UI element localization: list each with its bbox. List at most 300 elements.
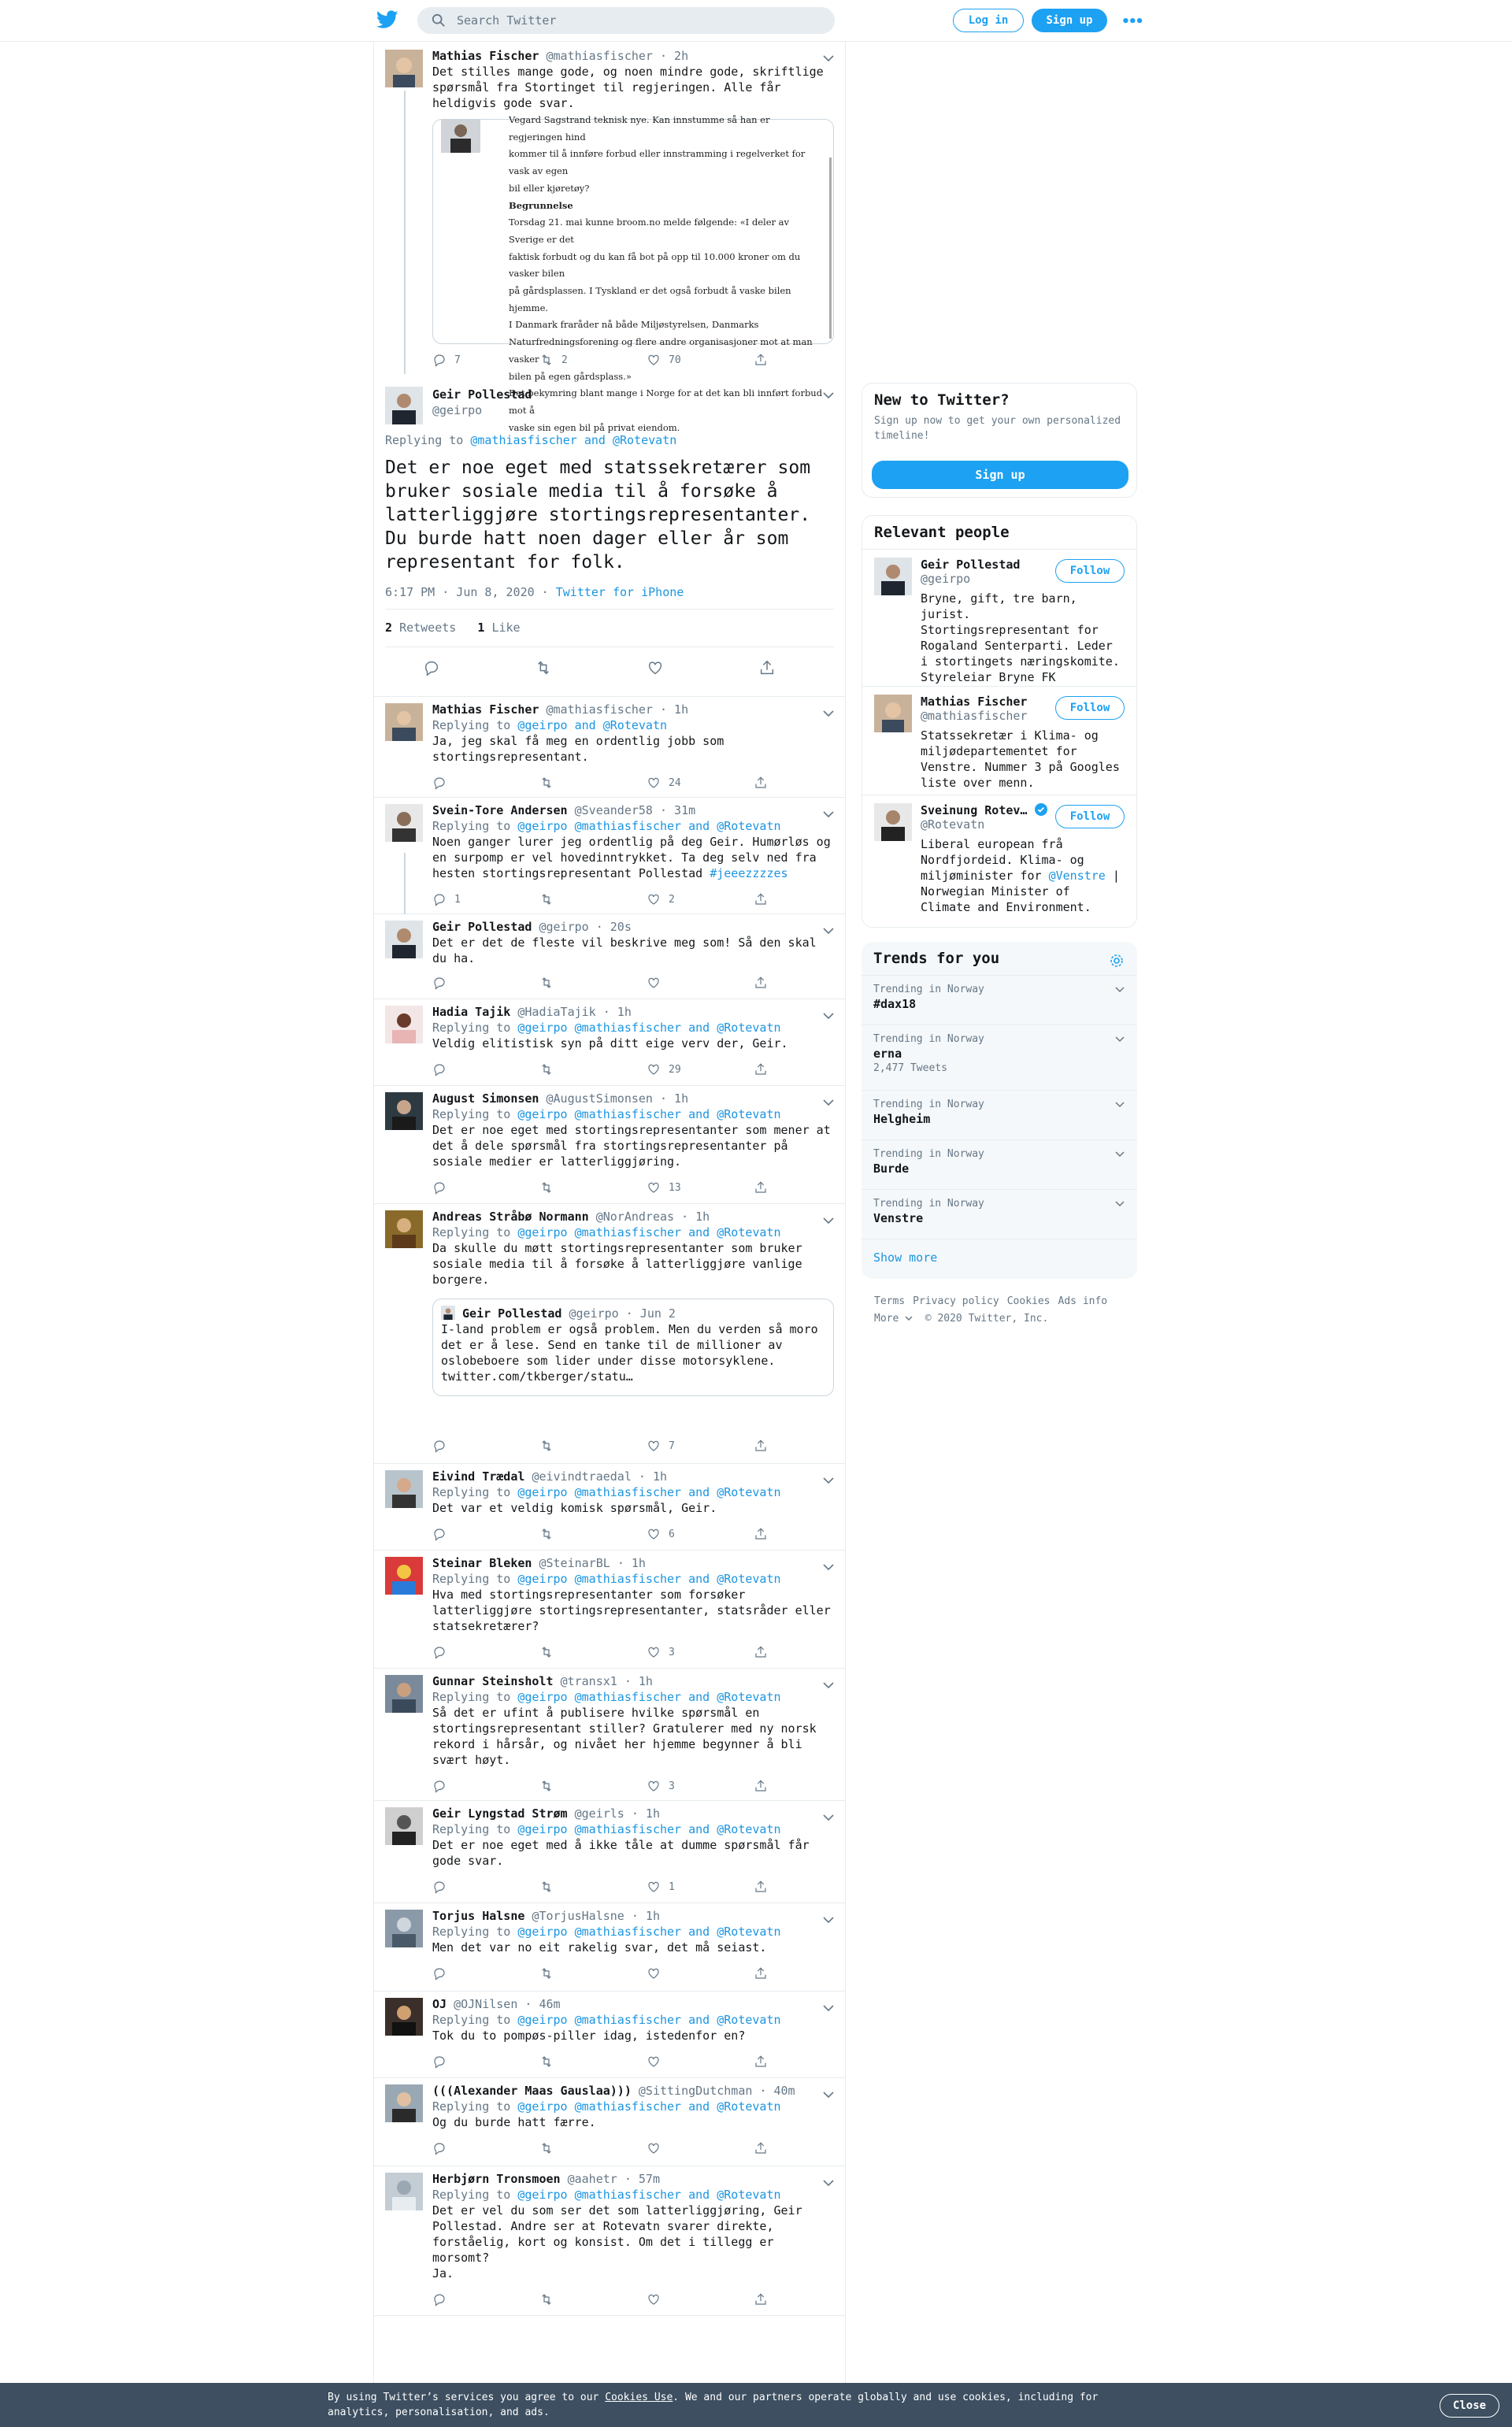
share-icon	[754, 2141, 768, 2155]
reply-icon	[432, 1439, 447, 1453]
reply-tweet[interactable]	[374, 1464, 845, 1551]
share-icon	[754, 2055, 768, 2069]
retweet-button[interactable]	[539, 1880, 561, 1894]
reply-button[interactable]	[432, 2141, 454, 2155]
cookie-close-button[interactable]: Close	[1440, 2394, 1499, 2418]
cookie-text: By using Twitter’s services you agree to our Cookies Use. We and our partners operate globally and use cookies, including for analytics, personalisation, and ads.	[328, 2392, 1099, 2418]
avatar[interactable]	[385, 50, 423, 87]
person-card[interactable]	[862, 795, 1136, 921]
reply-button[interactable]	[432, 1966, 454, 1981]
reply-button[interactable]: 1	[432, 892, 461, 906]
timeline-column	[373, 42, 846, 2427]
share-button[interactable]	[754, 2292, 776, 2307]
quoted-tweet[interactable]	[432, 1299, 834, 1396]
tweet-time[interactable]: · 57m	[624, 2172, 660, 2186]
footer-more-link[interactable]: More	[874, 1313, 913, 1325]
retweet-button[interactable]	[539, 1527, 561, 1541]
tweet-time[interactable]: · 1h	[624, 1674, 653, 1688]
chevron-down-icon[interactable]	[1115, 1102, 1125, 1108]
document-line: Torsdag 21. mai kunne broom.no melde følgende: «I deler av Sverige er det	[509, 217, 790, 245]
tweet-text: Det er noe eget med å ikke tåle at dumme spørsmål får gode svar.	[432, 1838, 817, 1868]
hashtag-link[interactable]: #jeeezzzzes	[710, 866, 788, 880]
retweet-button[interactable]	[539, 892, 561, 906]
avatar[interactable]	[385, 1557, 423, 1595]
reply-button[interactable]	[432, 2055, 454, 2069]
tweet-actions	[432, 976, 763, 990]
tweet-actions	[432, 1062, 763, 1076]
footer-link[interactable]: Ads info	[1058, 1295, 1108, 1307]
share-icon	[754, 776, 768, 790]
reply-tweet[interactable]	[374, 1086, 845, 1204]
replying-to-link[interactable]: @geirpo @mathiasfischer and @Rotevatn	[517, 1107, 781, 1121]
trend-category: Trending in Norway	[873, 1099, 984, 1110]
retweets-stat[interactable]: 2 Retweets	[385, 621, 457, 635]
avatar[interactable]	[385, 2173, 423, 2210]
author-name[interactable]: Mathias Fischer	[432, 702, 539, 717]
chevron-down-icon[interactable]	[1115, 1151, 1125, 1158]
like-button[interactable]: 2	[647, 892, 675, 906]
retweet-button[interactable]	[539, 1779, 561, 1793]
login-button[interactable]: Log in	[953, 9, 1024, 32]
replying-to: Replying to @geirpo @mathiasfischer and @Rotevatn	[432, 819, 781, 833]
trend-item[interactable]	[862, 1140, 1137, 1190]
author-handle[interactable]: @geirpo	[432, 403, 483, 417]
like-button[interactable]	[647, 2292, 669, 2307]
tweet-time[interactable]: · 1h	[638, 1469, 668, 1484]
reply-button[interactable]	[432, 1527, 454, 1541]
author-handle[interactable]: @OJNilsen	[454, 1997, 518, 2011]
author-handle[interactable]: @aahetr	[567, 2172, 617, 2186]
heart-icon	[647, 1880, 661, 1894]
reply-icon	[432, 1527, 447, 1541]
reply-icon	[432, 776, 447, 790]
tweet-actions	[432, 1180, 763, 1195]
replying-to-link[interactable]: @geirpo @mathiasfischer and @Rotevatn	[517, 1690, 781, 1704]
tweet-time[interactable]: · 1h	[681, 1210, 710, 1224]
tweet-actions	[432, 1439, 763, 1453]
reply-icon	[432, 976, 447, 990]
footer-link[interactable]: Terms	[874, 1295, 906, 1307]
person-card[interactable]	[862, 550, 1136, 687]
tweet-time[interactable]: · 1h	[602, 1005, 632, 1019]
avatar[interactable]	[385, 1092, 423, 1130]
chevron-down-icon[interactable]	[1115, 1036, 1125, 1043]
sidebar-signup-button[interactable]: Sign up	[872, 461, 1128, 489]
author-name[interactable]: Herbjørn Tronsmoen	[432, 2172, 561, 2186]
trend-item[interactable]	[862, 1190, 1137, 1239]
author-name[interactable]: Geir Pollestad	[462, 1306, 562, 1321]
top-bar	[0, 0, 1512, 42]
retweet-button[interactable]	[539, 1439, 561, 1453]
search-placeholder: Search Twitter	[457, 13, 557, 28]
share-button[interactable]	[754, 1645, 776, 1659]
avatar[interactable]	[385, 1910, 423, 1947]
tweet-time[interactable]: · Jun 2	[625, 1306, 676, 1321]
share-button[interactable]	[754, 353, 776, 367]
reply-tweet[interactable]	[374, 697, 845, 798]
follow-button[interactable]: Follow	[1055, 559, 1125, 583]
person-handle[interactable]: @mathiasfischer	[921, 709, 1028, 723]
retweet-button[interactable]	[539, 1062, 561, 1076]
replying-to: Replying to @geirpo @mathiasfischer and @Rotevatn	[432, 1822, 781, 1836]
tweet-actions	[432, 353, 763, 367]
reply-icon	[432, 1062, 447, 1076]
replying-to-link[interactable]: @geirpo @mathiasfischer and @Rotevatn	[517, 1225, 781, 1239]
share-button[interactable]	[754, 892, 776, 906]
replying-to-link[interactable]: @geirpo @mathiasfischer and @Rotevatn	[517, 1822, 781, 1836]
show-more-link[interactable]: Show more	[873, 1251, 938, 1265]
share-icon	[754, 892, 768, 906]
trends-list	[862, 976, 1137, 1239]
reply-button[interactable]	[432, 2292, 454, 2307]
author-handle[interactable]: @mathiasfischer	[546, 702, 653, 717]
reply-button[interactable]	[432, 1645, 454, 1659]
like-button[interactable]: 7	[647, 1439, 675, 1453]
reply-icon	[432, 353, 447, 367]
retweet-icon	[539, 2141, 554, 2155]
author-name[interactable]: Torjus Halsne	[432, 1909, 525, 1923]
retweet-button[interactable]	[539, 2055, 561, 2069]
reply-tweet[interactable]	[374, 1801, 845, 1903]
replying-to-link[interactable]: @geirpo and @Rotevatn	[517, 718, 668, 732]
tweet-text: Ja, jeg skal få meg en ordentlig jobb som stortingsrepresentant.	[432, 734, 732, 764]
author-name[interactable]: Gunnar Steinsholt	[432, 1674, 554, 1688]
retweet-icon	[539, 1779, 554, 1793]
share-icon	[754, 1779, 768, 1793]
tweet-actions	[432, 1779, 763, 1793]
reply-tweet[interactable]	[374, 2166, 845, 2316]
tweet-time[interactable]: · 20s	[595, 920, 632, 934]
replying-to-link[interactable]: @geirpo @mathiasfischer and @Rotevatn	[517, 819, 781, 833]
person-handle[interactable]: @Rotevatn	[921, 817, 985, 832]
retweet-button[interactable]	[539, 2292, 561, 2307]
like-button[interactable]: 3	[647, 1779, 675, 1793]
author-handle[interactable]: @AugustSimonsen	[546, 1091, 653, 1106]
like-button[interactable]: 1	[647, 1880, 675, 1894]
reply-icon	[432, 1180, 447, 1195]
heart-icon	[647, 1439, 661, 1453]
follow-button[interactable]: Follow	[1055, 696, 1125, 720]
footer-link[interactable]: Privacy policy	[913, 1295, 999, 1307]
replying-to: Replying to @geirpo and @Rotevatn	[432, 718, 668, 732]
like-button[interactable]	[647, 2141, 669, 2155]
reply-tweet[interactable]	[374, 914, 845, 999]
document-photo	[441, 120, 480, 153]
chevron-down-icon[interactable]	[1115, 1201, 1125, 1207]
share-icon	[754, 1966, 768, 1981]
avatar[interactable]	[874, 695, 912, 732]
like-button[interactable]: 70	[647, 353, 681, 367]
trend-count: 2,477 Tweets	[873, 1062, 947, 1074]
heart-icon	[647, 776, 661, 790]
chevron-down-icon[interactable]	[823, 391, 834, 399]
share-button[interactable]	[754, 2055, 776, 2069]
avatar[interactable]	[874, 803, 912, 841]
replying-to: Replying to @geirpo @mathiasfischer and @Rotevatn	[432, 2013, 781, 2027]
replying-to-link[interactable]: @geirpo @mathiasfischer and @Rotevatn	[517, 2013, 781, 2027]
share-icon[interactable]	[758, 659, 776, 676]
share-icon	[754, 1527, 768, 1541]
tweet-time[interactable]: · 1h	[631, 1806, 660, 1821]
author-handle[interactable]: @SittingDutchman	[638, 2084, 753, 2098]
heart-icon	[647, 976, 661, 990]
author-name[interactable]: Hadia Tajik	[432, 1005, 511, 1019]
share-button[interactable]	[754, 1966, 776, 1981]
thread-line	[404, 853, 406, 914]
retweet-icon	[539, 1645, 554, 1659]
like-button[interactable]: 13	[647, 1180, 681, 1195]
document-line: bilen på egen gårdsplass.»	[509, 370, 632, 382]
trend-category: Trending in Norway	[873, 984, 984, 995]
reply-tweet[interactable]	[374, 1669, 845, 1801]
like-button[interactable]	[647, 1966, 669, 1981]
share-button[interactable]	[754, 1880, 776, 1894]
retweet-icon	[539, 2055, 554, 2069]
person-name[interactable]: Geir Pollestad	[921, 558, 1021, 572]
trend-category: Trending in Norway	[873, 1148, 984, 1160]
author-name[interactable]: Geir Lyngstad Strøm	[432, 1806, 568, 1821]
person-card[interactable]	[862, 687, 1136, 795]
reply-button[interactable]	[432, 1880, 454, 1894]
retweet-button[interactable]	[539, 1180, 561, 1195]
heart-icon[interactable]	[647, 659, 664, 676]
person-bio: Bryne, gift, tre barn, jurist. Stortingsrepresentant for Rogaland Senterparti. Leder i stortingets næringskomite. Styreleiar Bryne FK	[921, 591, 1120, 684]
author-handle[interactable]: @mathiasfischer	[546, 49, 653, 63]
document-line: kommer til å innføre forbud eller innstramming i regelverket for vask av egen	[509, 148, 806, 177]
footer-link[interactable]: Cookies	[1006, 1295, 1051, 1307]
reply-icon	[432, 1966, 447, 1981]
author-name[interactable]: Geir Pollestad	[432, 920, 532, 934]
person-handle[interactable]: @geirpo	[921, 572, 971, 586]
reply-icon[interactable]	[423, 659, 440, 676]
more-menu-icon[interactable]: •••	[1121, 13, 1143, 30]
replying-to: Replying to @geirpo @mathiasfischer and @Rotevatn	[432, 1225, 781, 1239]
author-name[interactable]: Eivind Trædal	[432, 1469, 525, 1484]
trend-name: erna	[873, 1047, 902, 1061]
replying-to-link[interactable]: @mathiasfischer and @Rotevatn	[470, 433, 677, 447]
replying-to-link[interactable]: @geirpo @mathiasfischer and @Rotevatn	[517, 1572, 781, 1586]
document-line: I Danmark fraråder nå både Miljøstyrelsen, Danmarks	[509, 319, 759, 331]
avatar[interactable]	[385, 1807, 423, 1845]
panel-text: Sign up now to get your own personalized timeline!	[874, 415, 1121, 442]
person-bio: Liberal european frå Nordfjordeid. Klima- og miljøminister for @Venstre | Norwegian Minister of Climate and Environment.	[921, 837, 1120, 914]
like-button[interactable]	[647, 2055, 669, 2069]
reply-button[interactable]	[432, 1062, 454, 1076]
reply-tweet[interactable]	[374, 1903, 845, 1992]
author-name[interactable]: Geir Pollestad	[432, 387, 532, 402]
retweet-icon	[539, 1180, 554, 1195]
relevant-people-panel	[862, 515, 1137, 928]
trend-item[interactable]	[862, 1025, 1137, 1091]
bio-link[interactable]: @Venstre	[1048, 869, 1106, 883]
search-input[interactable]	[417, 7, 835, 34]
share-button[interactable]	[754, 1439, 776, 1453]
author-handle[interactable]: @transx1	[560, 1674, 617, 1688]
likes-stat[interactable]: 1 Like	[477, 621, 521, 635]
tweet-time[interactable]: · 40m	[759, 2084, 795, 2098]
tweet-time[interactable]: · 46m	[524, 1997, 561, 2011]
tweet-text: Så det er ufint å publisere hvilke spørsmål en stortingsrepresentant stiller? Gratulerer med ny norsk rekord i hårsår, og nivået her hjemme begynner å bli svært høyt.	[432, 1706, 824, 1767]
tweet-time[interactable]: · 1h	[631, 1909, 660, 1923]
reply-tweet[interactable]	[374, 999, 845, 1086]
author-handle[interactable]: @geirls	[574, 1806, 624, 1821]
tweet-actions	[432, 1966, 763, 1981]
author-handle[interactable]: @eivindtraedal	[532, 1469, 632, 1484]
focused-tweet	[374, 380, 845, 697]
retweet-icon	[539, 892, 554, 906]
author-handle[interactable]: @NorAndreas	[595, 1210, 675, 1224]
avatar[interactable]	[385, 1210, 423, 1248]
heart-icon	[647, 1645, 661, 1659]
person-name[interactable]: Mathias Fischer	[921, 695, 1028, 709]
author-name[interactable]: August Simonsen	[432, 1091, 539, 1106]
avatar[interactable]	[385, 2084, 423, 2122]
twitter-logo-icon[interactable]	[376, 10, 398, 29]
tweet-actions	[432, 1645, 763, 1659]
retweet-button[interactable]: 2	[539, 353, 568, 367]
focused-tweet-actions	[374, 656, 845, 680]
like-button[interactable]: 24	[647, 776, 681, 790]
avatar[interactable]	[385, 387, 423, 424]
reply-icon	[432, 2141, 447, 2155]
tweet-time[interactable]: · 1h	[617, 1556, 646, 1570]
avatar[interactable]	[385, 1675, 423, 1713]
reply-tweet[interactable]	[374, 2078, 845, 2166]
replying-to-link[interactable]: @geirpo @mathiasfischer and @Rotevatn	[517, 1021, 781, 1035]
like-button[interactable]	[647, 976, 669, 990]
share-button[interactable]	[754, 1527, 776, 1541]
trend-item[interactable]	[862, 976, 1137, 1025]
tweet-text: Og du burde hatt færre.	[432, 2115, 596, 2129]
reply-tweet[interactable]	[374, 1204, 845, 1464]
document-line: Vegard Sagstrand teknisk nye. Kan innstumme så han er regjeringen hind	[509, 114, 770, 143]
share-icon	[754, 353, 768, 367]
signup-button[interactable]: Sign up	[1032, 9, 1107, 32]
settings-gear-icon[interactable]	[1109, 953, 1125, 969]
avatar	[441, 1306, 455, 1320]
retweet-button[interactable]	[539, 1966, 561, 1981]
panel-title: New to Twitter?	[874, 391, 1010, 409]
reply-button[interactable]: 7	[432, 353, 461, 367]
retweet-icon	[539, 2292, 554, 2307]
tweet-time[interactable]: · 2h	[660, 49, 689, 63]
document-line: på gårdsplassen. I Tyskland er det også forbudt å vaske bilen hjemme.	[509, 285, 791, 313]
replying-to: Replying to @geirpo @mathiasfischer and @Rotevatn	[432, 1107, 781, 1121]
retweet-button[interactable]	[539, 1645, 561, 1659]
reply-tweet[interactable]	[374, 1992, 845, 2078]
panel-title: Trends for you	[862, 942, 1137, 976]
tweet-actions	[432, 2141, 763, 2155]
avatar[interactable]	[385, 1006, 423, 1043]
chevron-down-icon[interactable]	[1115, 987, 1125, 993]
share-button[interactable]	[754, 776, 776, 790]
reply-tweet[interactable]	[374, 798, 845, 914]
retweet-icon[interactable]	[535, 659, 552, 676]
author-handle[interactable]: @Sveander58	[574, 803, 653, 817]
trend-item[interactable]	[862, 1091, 1137, 1140]
scrollbar[interactable]	[829, 157, 832, 339]
quoted-text: I-land problem er også problem. Men du verden så moro det er å lese. Send en tanke til de millioner av oslobeboere som lider under disse motorsyklene. twitter.com/tkberger/statu…	[441, 1322, 825, 1384]
author-name[interactable]: Andreas Stråbø Normann	[432, 1210, 589, 1224]
replying-to-link[interactable]: @geirpo @mathiasfischer and @Rotevatn	[517, 2099, 781, 2114]
reply-button[interactable]	[432, 1180, 454, 1195]
author-name[interactable]: Svein-Tore Andersen	[432, 803, 568, 817]
retweet-button[interactable]	[539, 976, 561, 990]
tweet-time[interactable]: · 1h	[660, 1091, 689, 1106]
avatar[interactable]	[385, 921, 423, 958]
reply-button[interactable]	[432, 1439, 454, 1453]
author-name[interactable]: Steinar Bleken	[432, 1556, 532, 1570]
retweet-button[interactable]	[539, 2141, 561, 2155]
focused-tweet-text: Det er noe eget med statssekretærer som bruker sosiale media til å forsøke å latterliggjøre stortingsrepresentanter. Du burde hatt noen dager eller år som representant for folk.	[385, 458, 811, 572]
reply-button[interactable]	[432, 776, 454, 790]
avatar[interactable]	[385, 804, 423, 842]
share-icon	[754, 2292, 768, 2307]
author-name[interactable]: OJ	[432, 1997, 447, 2011]
author-handle[interactable]: @SteinarBL	[539, 1556, 610, 1570]
replying-to: Replying to @geirpo @mathiasfischer and @Rotevatn	[432, 2188, 781, 2202]
replying-to-link[interactable]: @geirpo @mathiasfischer and @Rotevatn	[517, 1925, 781, 1939]
follow-button[interactable]: Follow	[1055, 805, 1125, 828]
share-icon	[754, 1062, 768, 1076]
person-name[interactable]: Sveinung Rotev…	[921, 803, 1125, 817]
retweet-icon	[539, 1966, 554, 1981]
retweet-button[interactable]	[539, 776, 561, 790]
tweet-timestamp: 6:17 PM · Jun 8, 2020 · Twitter for iPhone	[385, 585, 684, 599]
avatar[interactable]	[385, 1998, 423, 2036]
replying-to-link[interactable]: @geirpo @mathiasfischer and @Rotevatn	[517, 2188, 781, 2202]
author-handle[interactable]: @geirpo	[569, 1306, 619, 1321]
share-button[interactable]	[754, 1779, 776, 1793]
author-handle[interactable]: @TorjusHalsne	[532, 1909, 624, 1923]
replying-to-link[interactable]: @geirpo @mathiasfischer and @Rotevatn	[517, 1485, 781, 1499]
chevron-down-icon[interactable]	[823, 54, 834, 62]
share-icon	[754, 1645, 768, 1659]
tweet-text: Det er vel du som ser det som latterliggjøring, Geir Pollestad. Andre ser at Rotevatn svarer direkte, forståelig, kort og konsist. Om det i tillegg er morsomt? Ja.	[432, 2203, 802, 2281]
author-handle[interactable]: @geirpo	[539, 920, 589, 934]
like-button[interactable]: 3	[647, 1645, 675, 1659]
share-button[interactable]	[754, 1180, 776, 1195]
tweet-text: Men det var no eit rakelig svar, det må seiast.	[432, 1940, 767, 1955]
cookies-use-link[interactable]: Cookies Use	[605, 2392, 673, 2403]
share-button[interactable]	[754, 1062, 776, 1076]
reply-tweet[interactable]	[374, 1551, 845, 1669]
reply-button[interactable]	[432, 976, 454, 990]
trend-category: Trending in Norway	[873, 1198, 984, 1210]
reply-button[interactable]	[432, 1779, 454, 1793]
tweet-source[interactable]: Twitter for iPhone	[555, 585, 684, 599]
author-name[interactable]: Mathias Fischer	[432, 49, 539, 63]
like-button[interactable]: 29	[647, 1062, 681, 1076]
replying-to: Replying to @geirpo @mathiasfischer and @Rotevatn	[432, 1925, 781, 1939]
avatar[interactable]	[385, 1470, 423, 1508]
author-handle[interactable]: @HadiaTajik	[517, 1005, 596, 1019]
tweet-actions	[432, 2055, 763, 2069]
share-button[interactable]	[754, 976, 776, 990]
chevron-down-icon	[905, 1315, 913, 1321]
share-button[interactable]	[754, 2141, 776, 2155]
like-button[interactable]: 6	[647, 1527, 675, 1541]
avatar[interactable]	[874, 558, 912, 595]
tweet-text: Tok du to pompøs-piller idag, istedenfor en?	[432, 2029, 746, 2043]
thread-line	[404, 91, 406, 374]
retweet-icon	[539, 1062, 554, 1076]
author-name[interactable]: (((Alexander Maas Gauslaa)))	[432, 2084, 632, 2098]
tweet-time[interactable]: · 1h	[660, 702, 689, 717]
avatar[interactable]	[385, 703, 423, 741]
replying-to: Replying to @geirpo @mathiasfischer and @Rotevatn	[432, 1021, 781, 1035]
tweet-time[interactable]: · 31m	[660, 803, 696, 817]
